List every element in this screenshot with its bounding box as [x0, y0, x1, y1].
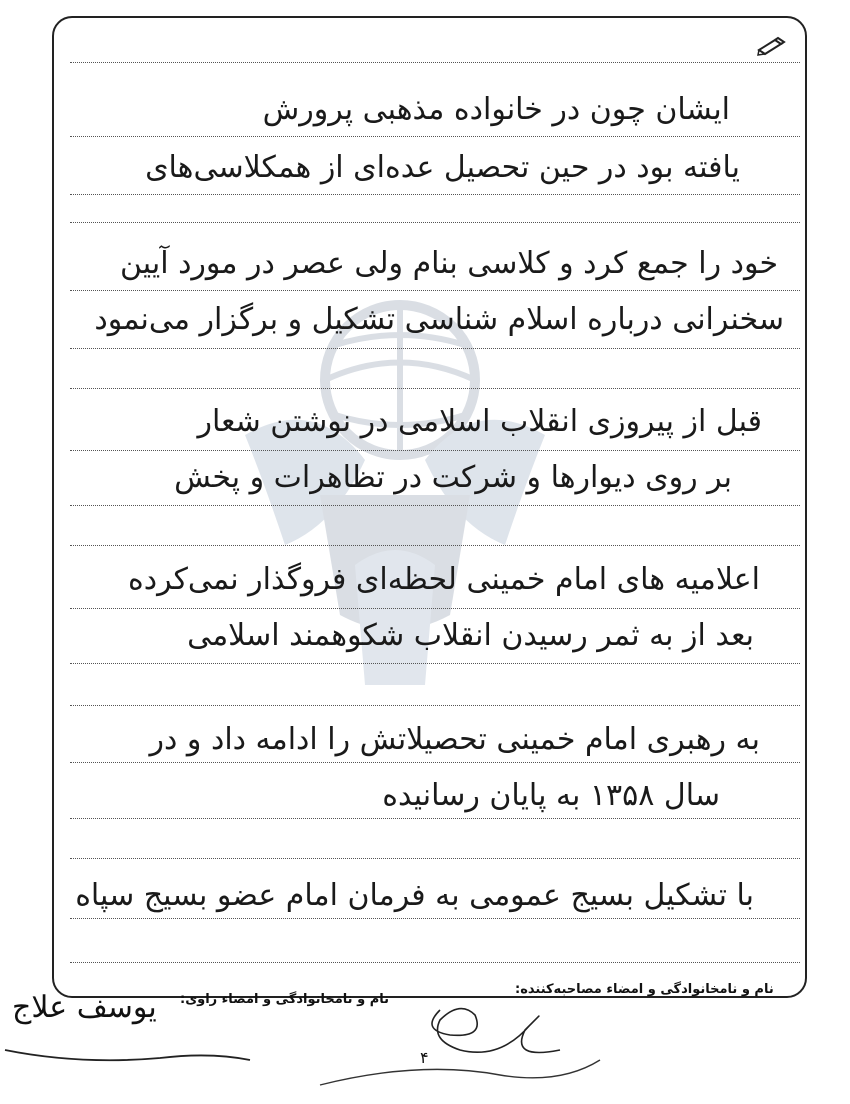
ruled-line [70, 348, 800, 349]
interviewer-name-label: نام و نامخانوادگی و امضاء مصاحبه‌کننده: [515, 982, 774, 997]
ruled-line [70, 450, 800, 451]
handwritten-line-2: یافته بود در حین تحصیل عده‌ای از همکلاسی‌های [145, 150, 740, 185]
handwritten-line-1: ایشان چون در خانواده مذهبی پرورش [262, 92, 730, 127]
ruled-line [70, 858, 800, 859]
narrator-name-label: نام و نامخانوادگی و امضاء راوی: [180, 992, 389, 1007]
handwritten-line-7: اعلامیه های امام خمینی لحظه‌ای فروگذار نمی‌کرده [128, 562, 760, 597]
ruled-line [70, 545, 800, 546]
ruled-line [70, 818, 800, 819]
narrator-signature: یوسف علاج [12, 990, 157, 1025]
ruled-line [70, 505, 800, 506]
ruled-line [70, 762, 800, 763]
ruled-line [70, 194, 800, 195]
handwritten-line-10: سال ۱۳۵۸ به پایان رسانیده [382, 778, 720, 813]
ruled-line [70, 136, 800, 137]
handwritten-line-6: بر روی دیوارها و شرکت در تظاهرات و پخش [174, 460, 732, 495]
handwritten-line-9: به رهبری امام خمینی تحصیلاتش را ادامه داد و در [149, 722, 760, 757]
ruled-line [70, 705, 800, 706]
ruled-line [70, 222, 800, 223]
ruled-line [70, 290, 800, 291]
page-number: ۴ [420, 1048, 429, 1067]
ruled-line [70, 918, 800, 919]
ruled-line [70, 62, 800, 63]
ruled-line [70, 962, 800, 963]
pen-icon [757, 36, 787, 56]
interviewer-signature-scribble [300, 990, 620, 1090]
ruled-line [70, 608, 800, 609]
handwritten-line-8: بعد از به ثمر رسیدن انقلاب شکوهمند اسلامی [187, 618, 754, 653]
handwritten-line-11: با تشکیل بسیج عمومی به فرمان امام عضو بسیج سپاه [75, 878, 754, 913]
handwritten-line-4: سخنرانی درباره اسلام شناسی تشکیل و برگزار می‌نمود [94, 302, 784, 337]
handwritten-line-5: قبل از پیروزی انقلاب اسلامی در نوشتن شعار [197, 404, 762, 439]
narrator-signature-flourish [0, 1030, 260, 1070]
ruled-line [70, 388, 800, 389]
ruled-line [70, 663, 800, 664]
handwritten-line-3: خود را جمع کرد و کلاسی بنام ولی عصر در مورد آیین [119, 246, 778, 281]
